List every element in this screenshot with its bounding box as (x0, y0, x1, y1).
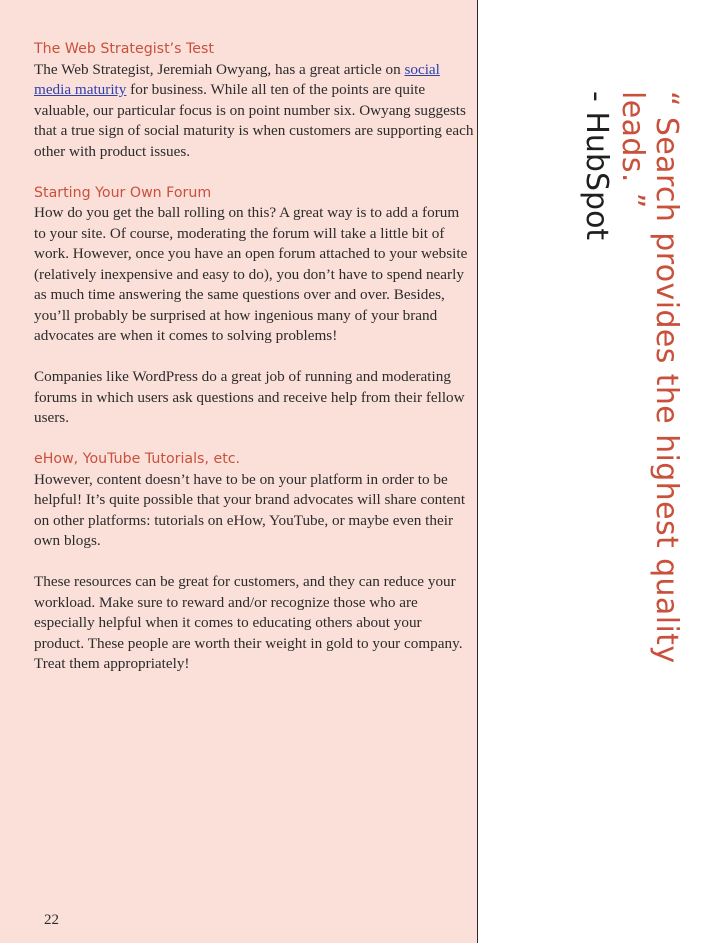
paragraph-text-before-link: The Web Strategist, Jeremiah Owyang, has a great article on (34, 60, 405, 78)
social-media-maturity-link[interactable]: social media maturity (34, 60, 440, 98)
section-heading-own-forum: Starting Your Own Forum (34, 184, 212, 201)
article-body (34, 39, 474, 675)
page-number: 22 (44, 912, 59, 928)
paragraph-wordpress: Companies like WordPress do a great job of running and moderating forums in which users ask questions and receive help from their fellow users. (34, 368, 465, 426)
section-heading-web-strategist: The Web Strategist’s Test (34, 41, 214, 57)
rotated-quote-block (579, 91, 683, 694)
sidebar-quote (491, 91, 725, 694)
quote-text: “ Search provides the highest quality leads. ” (615, 91, 684, 664)
paragraph-resources: These resources can be great for customers, and they can reduce your workload. Make sure to reward and/or recognize those who are especially helpful when it comes to educating others about your product. These people are worth their weight in gold to your company. Treat them appropriately! (34, 573, 463, 672)
paragraph-web-strategist (34, 60, 474, 163)
quote-source: - HubSpot (579, 91, 614, 241)
paragraph-forum-intro: How do you get the ball rolling on this? A great way is to add a forum to your site. Of course, moderating the forum will take a little bit of work. However, once you have an open forum attached to your website (relatively inexpensive and easy to do), you don’t have to spend nearly as much time answering the same questions over and over. Besides, you’ll probably be surprised at how ingenious many of your brand advocates are when it comes to solving problems! (34, 204, 468, 344)
spacer (34, 347, 474, 368)
paragraph-text-after-link: for business. While all ten of the points are quite valuable, our particular focus is on point number six. Owyang suggests that a true sign of social maturity is when customers are supporting each other with product issues. (34, 81, 474, 160)
spacer (34, 552, 474, 573)
spacer (34, 162, 474, 183)
spacer (34, 429, 474, 450)
section-heading-ehow-youtube: eHow, YouTube Tutorials, etc. (34, 451, 241, 467)
paragraph-other-platforms: However, content doesn’t have to be on your platform in order to be helpful! It’s quite possible that your brand advocates will share content on other platforms: tutorials on eHow, YouTube, or maybe even their own blogs. (34, 470, 466, 549)
